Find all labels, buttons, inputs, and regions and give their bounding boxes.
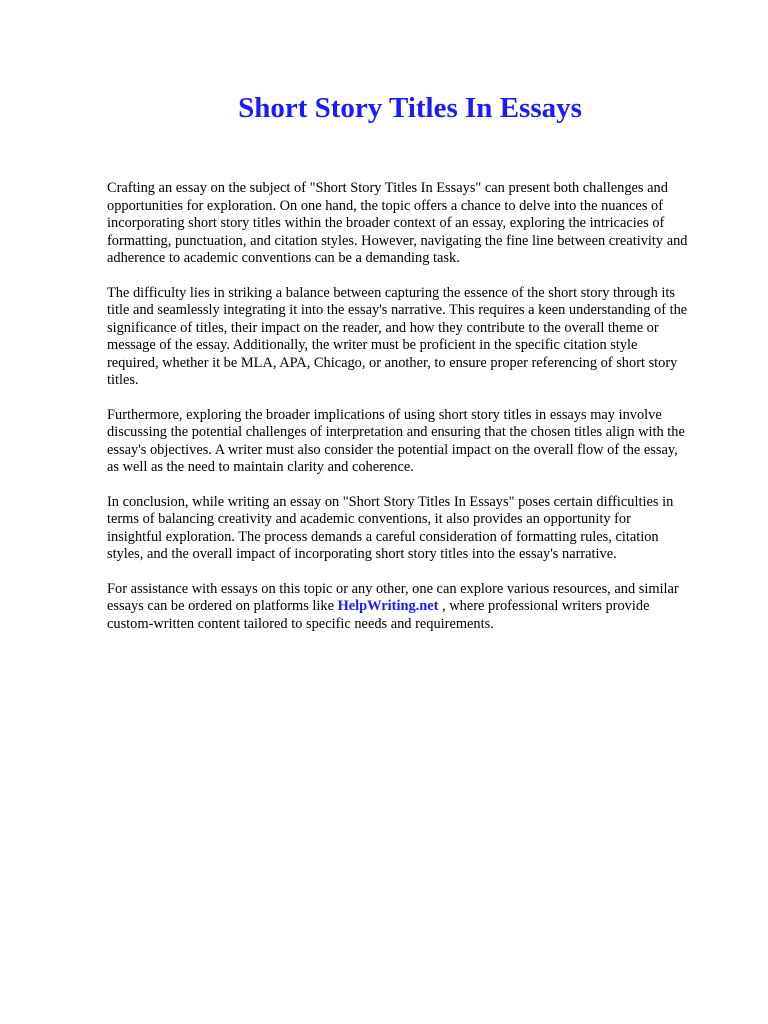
text-line: titles.: [107, 372, 139, 388]
text-line: title and seamlessly integrating it into the essay's narrative. This requires a keen understanding of the: [107, 302, 688, 318]
text-line: Furthermore, exploring the broader implications of using short story titles in essays may involve: [107, 406, 662, 423]
text-line: required, whether it be MLA, APA, Chicago, or another, to ensure proper referencing of short story: [107, 354, 678, 371]
text-line: custom-written content tailored to specific needs and requirements.: [107, 615, 494, 632]
text-line: The difficulty lies in striking a balance between capturing the essence of the short story through its: [107, 284, 676, 301]
text-line: essay's objectives. A writer must also consider the potential impact on the overall flow of the essay,: [107, 441, 678, 458]
text-line: discussing the potential challenges of interpretation and ensuring that the chosen titles align with the: [107, 424, 685, 440]
text-segment: essays can be ordered on platforms like: [107, 598, 338, 614]
paragraph-4: [107, 494, 719, 564]
paragraph-3: [107, 407, 719, 477]
text-line-with-link: [107, 598, 719, 616]
text-line: formatting, punctuation, and citation styles. However, navigating the fine line between creativity and: [107, 232, 688, 249]
text-line: opportunities for exploration. On one hand, the topic offers a chance to delve into the nuances of: [107, 197, 663, 214]
text-line: message of the essay. Additionally, the writer must be proficient in the specific citation style: [107, 337, 638, 353]
text-line: as well as the need to maintain clarity and coherence.: [107, 459, 414, 475]
text-line: significance of titles, their impact on the reader, and how they contribute to the overall theme or: [107, 319, 659, 336]
text-line: For assistance with essays on this topic or any other, one can explore various resources, and similar: [107, 580, 679, 597]
text-line: In conclusion, while writing an essay on "Short Story Titles In Essays" poses certain difficulties in: [107, 493, 674, 510]
helpwriting-link[interactable]: HelpWriting.net: [337, 598, 439, 614]
text-segment: , where professional writers provide: [438, 598, 650, 614]
text-line: styles, and the overall impact of incorporating short story titles into the essay's narrative.: [107, 546, 617, 562]
text-line: adherence to academic conventions can be a demanding task.: [107, 250, 460, 266]
text-line: Crafting an essay on the subject of "Short Story Titles In Essays" can present both challenges and: [107, 180, 668, 196]
paragraph-2: [107, 285, 719, 390]
essay-body: [107, 180, 719, 650]
page-title: Short Story Titles In Essays: [238, 92, 582, 124]
paragraph-5: [107, 581, 719, 634]
text-line: incorporating short story titles within the broader context of an essay, exploring the intricacies of: [107, 215, 665, 231]
text-line: insightful exploration. The process demands a careful consideration of formatting rules, citation: [107, 528, 659, 545]
text-line: terms of balancing creativity and academic conventions, it also provides an opportunity for: [107, 511, 631, 527]
paragraph-1: [107, 180, 719, 268]
